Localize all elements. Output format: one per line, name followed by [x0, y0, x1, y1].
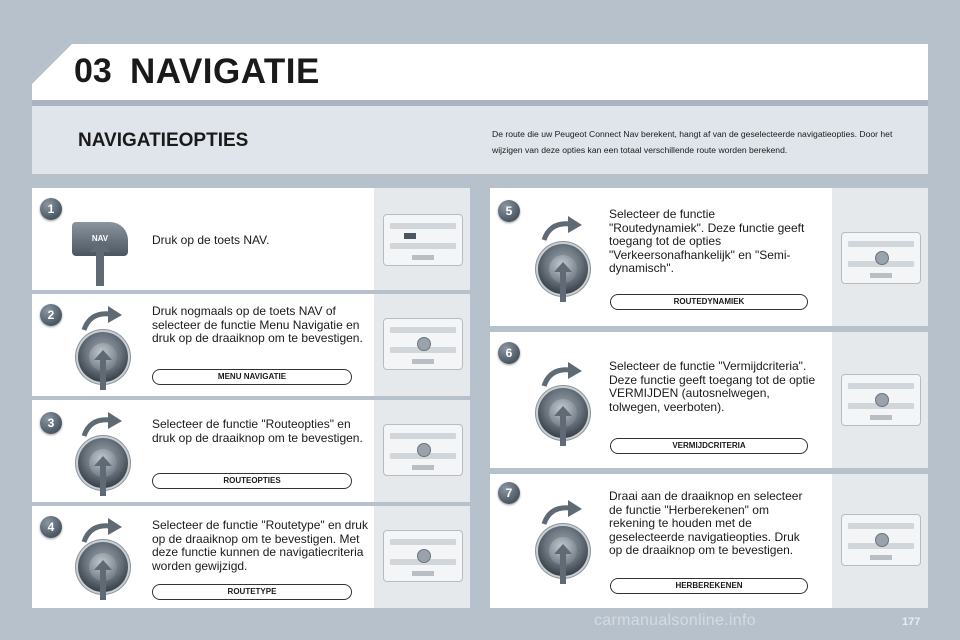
step-text-5: Selecteer de functie "Routedynamiek". Deze functie geeft toegang tot de opties "Verkeersonafhankelijk" en "Semi-dynamisch".	[609, 207, 805, 275]
chapter-number: 03	[74, 52, 112, 90]
dial-mini-icon	[875, 393, 889, 407]
rotate-arrow-icon	[80, 412, 124, 438]
page-number: 177	[902, 616, 921, 628]
rotary-dial-icon	[78, 542, 128, 592]
rotate-arrow-icon	[80, 518, 124, 544]
step-text-1: Druk op de toets NAV.	[152, 233, 270, 247]
step-text-4: Selecteer de functie "Routetype" en druk op de draaiknop om te bevestigen. Met deze functie kunnen de navigatiecriteria worden gewijzigd.	[152, 518, 368, 573]
rotary-dial-icon	[538, 244, 588, 294]
radio-photo	[832, 332, 928, 468]
rotate-arrow-icon	[540, 362, 584, 388]
radio-panel-icon	[383, 214, 463, 266]
chapter-title: NAVIGATIE	[130, 52, 320, 91]
radio-panel-icon	[841, 514, 921, 566]
menu-label-pill: HERBEREKENEN	[610, 578, 808, 594]
menu-label-pill: ROUTETYPE	[152, 584, 352, 600]
step-text-6: Selecteer de functie "Vermijdcriteria". Deze functie geeft toegang tot de optie VERMIJDEN (autosnelwegen, tolwegen, veerboten).	[609, 359, 816, 414]
radio-photo	[832, 188, 928, 326]
menu-label-pill: MENU NAVIGATIE	[152, 369, 352, 385]
rotary-dial-icon	[538, 388, 588, 438]
section-title: NAVIGATIEOPTIES	[78, 130, 249, 151]
step-badge-3: 3	[40, 412, 62, 434]
radio-photo	[374, 400, 470, 502]
radio-panel-icon	[383, 424, 463, 476]
step-badge-5: 5	[498, 200, 520, 222]
rotate-arrow-icon	[540, 216, 584, 242]
dial-mini-icon	[875, 251, 889, 265]
dial-mini-icon	[417, 549, 431, 563]
menu-label-pill: ROUTEDYNAMIEK	[610, 294, 808, 310]
nav-button-icon: NAV	[72, 222, 128, 256]
radio-panel-icon	[383, 530, 463, 582]
step-badge-7: 7	[498, 482, 520, 504]
menu-label-pill: VERMIJDCRITERIA	[610, 438, 808, 454]
radio-photo	[374, 188, 470, 290]
step-text-7: Draai aan de draaiknop en selecteer de functie "Herberekenen" om rekening te houden met de geselecteerde navigatieopties. Druk op de draaiknop om te bevestigen.	[609, 489, 803, 557]
dial-mini-icon	[417, 443, 431, 457]
radio-panel-icon	[841, 374, 921, 426]
rotary-dial-icon	[538, 526, 588, 576]
press-arrow-icon	[96, 250, 104, 286]
intro-text: De route die uw Peugeot Connect Nav berekent, hangt af van de geselecteerde navigatieopties. Door het wijzigen van deze opties kan een totaal verschillende route worden berekend.	[492, 129, 893, 155]
step-badge-1: 1	[40, 198, 62, 220]
radio-photo	[374, 294, 470, 396]
radio-panel-icon	[841, 232, 921, 284]
step-badge-6: 6	[498, 342, 520, 364]
rotate-arrow-icon	[540, 500, 584, 526]
radio-photo	[832, 474, 928, 608]
dial-mini-icon	[417, 337, 431, 351]
menu-label-pill: ROUTEOPTIES	[152, 473, 352, 489]
rotary-dial-icon	[78, 332, 128, 382]
radio-photo	[374, 506, 470, 608]
rotary-dial-icon	[78, 438, 128, 488]
step-badge-2: 2	[40, 304, 62, 326]
watermark: carmanualsonline.info	[594, 612, 756, 629]
step-badge-4: 4	[40, 516, 62, 538]
step-text-2: Druk nogmaals op de toets NAV of selecteer de functie Menu Navigatie en druk op de draaiknop om te bevestigen.	[152, 304, 363, 345]
radio-panel-icon	[383, 318, 463, 370]
rotate-arrow-icon	[80, 306, 124, 332]
step-text-3: Selecteer de functie "Routeopties" en druk op de draaiknop om te bevestigen.	[152, 417, 363, 445]
dial-mini-icon	[875, 533, 889, 547]
nav-key-icon	[404, 233, 416, 239]
